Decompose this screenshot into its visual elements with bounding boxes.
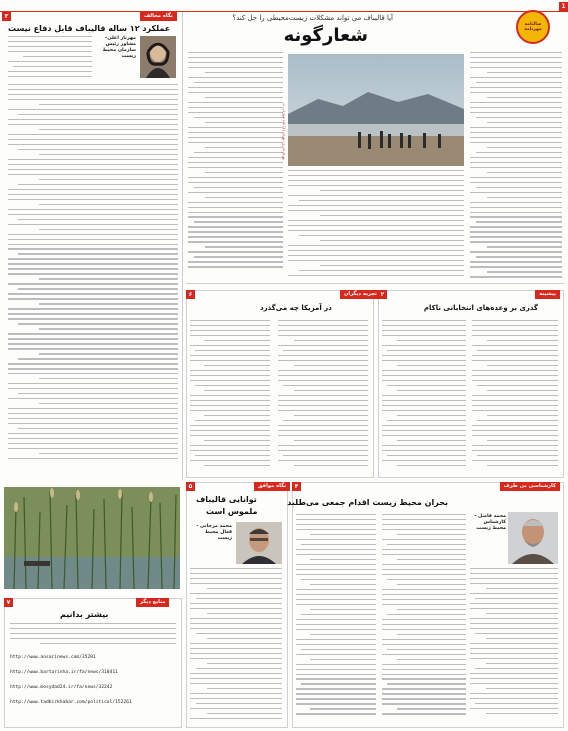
left-col-number: ۳	[2, 12, 11, 21]
mid-right-number: ۲	[378, 290, 387, 299]
main-photo-caption: بهرام نادری: تهران (1) ماه هوار/ب ت	[282, 103, 286, 160]
more-info-headline: بیشتر بدانیم	[60, 610, 109, 619]
agree-section: نگاه موافق	[254, 482, 290, 491]
mid-right-text-b	[472, 320, 558, 470]
badge-line1: سالنامه	[524, 22, 542, 27]
left-col-byline: مهرناز اعلی- مشاور رئیس سازمان محیط زیست	[102, 36, 136, 59]
right-lead-text	[470, 52, 562, 278]
agree-headline-1: توانایی قالیباف	[196, 495, 257, 504]
main-kicker: آیا قالیباف می تواند مشکلات زیست‌محیطی را حل کند؟	[232, 14, 393, 22]
main-photo	[288, 54, 464, 166]
mid-right-text-a	[382, 320, 466, 470]
mid-left-headline: در آمریکا چه می‌گذرد	[260, 304, 332, 312]
left-col-headline: عملکرد ۱۲ ساله قالیباف قابل دفاع نیست	[8, 24, 171, 33]
mid-right-section: پیشینه	[535, 290, 560, 299]
left-col-section: نگاه مخالف	[140, 12, 177, 21]
neutral-text-b	[382, 514, 466, 722]
more-link-2[interactable]: http://www.bartarinha.ir/fa/news/318411	[10, 670, 118, 675]
more-link-3[interactable]: http://www.mosydad24.ir/fa/news/32242	[10, 685, 113, 690]
neutral-portrait	[508, 512, 558, 564]
neutral-headline: بحران محیط زیست اقدام جمعی می‌طلبد	[287, 498, 448, 507]
center-text-under-photo	[288, 170, 464, 278]
left-col-text-a	[8, 36, 92, 84]
agree-headline-2: ملموس است	[206, 507, 258, 516]
neutral-byline: محمد فاضل - کارشناس محیط زیست	[474, 514, 506, 531]
series-badge	[516, 10, 550, 44]
center-text-left	[188, 52, 283, 277]
mid-left-number: ۶	[186, 290, 195, 299]
neutral-number: ۴	[292, 482, 301, 491]
main-headline: شعارگونه	[283, 25, 368, 46]
neutral-text-a	[296, 514, 376, 722]
agree-text	[190, 568, 282, 722]
neutral-section: کارشناسی بی طرف	[500, 482, 560, 491]
left-col-text-b	[8, 84, 178, 464]
agree-portrait	[236, 522, 282, 564]
neutral-text-c	[470, 568, 558, 722]
more-link-4[interactable]: http://www.tadbirkhabar.com/political/152261	[10, 700, 132, 705]
more-info-intro	[10, 623, 176, 647]
mid-right-headline: گذری بر وعده‌های انتخاباتی ناکام	[423, 304, 538, 312]
more-info-section: منابع دیگر	[136, 598, 169, 607]
more-info-links	[10, 650, 176, 710]
mid-divider	[186, 283, 564, 284]
mid-left-text-a	[190, 320, 270, 470]
reeds-photo	[4, 487, 180, 589]
badge-line2: مهرنامه	[524, 27, 542, 32]
more-info-number: ۷	[4, 598, 13, 607]
page-number: 1	[559, 2, 568, 11]
left-col-divider	[182, 12, 183, 480]
top-rule	[0, 11, 568, 12]
mid-left-section: تجربه دیگران	[340, 290, 381, 299]
more-link-1[interactable]: http://www.ansarinews.com/35201	[10, 655, 96, 660]
mid-left-text-b	[278, 320, 368, 470]
agree-byline: محمد مرجانی - فعال محیط زیست	[196, 524, 232, 541]
author-portrait	[140, 36, 176, 78]
agree-number: ۵	[186, 482, 195, 491]
